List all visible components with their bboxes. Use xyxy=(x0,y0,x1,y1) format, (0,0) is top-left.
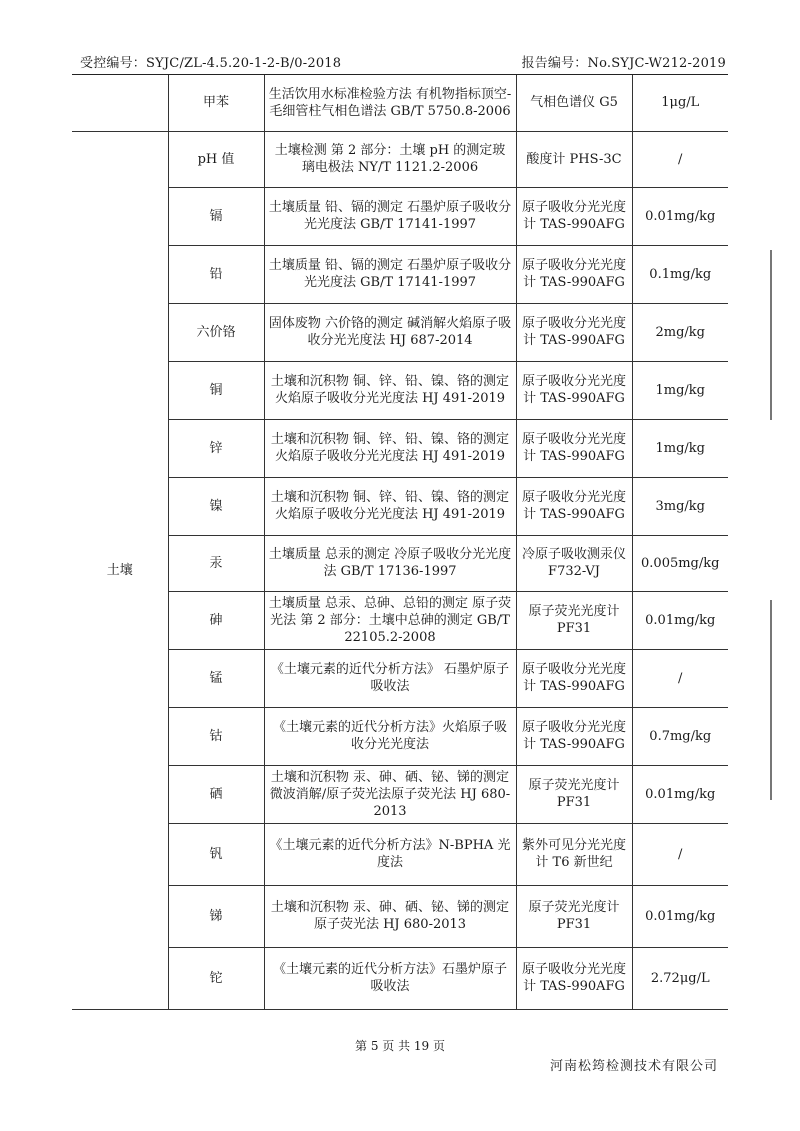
item-cell: 锑 xyxy=(168,885,264,947)
limit-cell: 3mg/kg xyxy=(632,477,728,535)
limit-cell: 0.005mg/kg xyxy=(632,535,728,591)
company-name: 河南松筠检测技术有限公司 xyxy=(549,1059,718,1074)
item-cell: 铅 xyxy=(168,245,264,303)
instrument-cell: 冷原子吸收测汞仪 F732-VJ xyxy=(516,535,632,591)
item-cell: 砷 xyxy=(168,591,264,649)
detection-method-table xyxy=(72,75,728,1010)
instrument-cell: 原子荧光光度计 PF31 xyxy=(516,885,632,947)
instrument-cell: 紫外可见分光光度计 T6 新世纪 xyxy=(516,823,632,885)
limit-cell: 0.01mg/kg xyxy=(632,765,728,823)
table-row xyxy=(72,707,728,765)
instrument-cell: 气相色谱仪 G5 xyxy=(516,75,632,131)
limit-cell: / xyxy=(632,131,728,187)
table-row xyxy=(72,591,728,649)
limit-cell: 0.01mg/kg xyxy=(632,591,728,649)
table-row xyxy=(72,245,728,303)
table-row xyxy=(72,303,728,361)
limit-cell: 1mg/kg xyxy=(632,361,728,419)
method-cell: 《土壤元素的近代分析方法》石墨炉原子吸收法 xyxy=(264,947,516,1009)
item-cell: 钒 xyxy=(168,823,264,885)
scan-edge-mark xyxy=(770,250,772,420)
instrument-cell: 原子吸收分光光度计 TAS-990AFG xyxy=(516,303,632,361)
scan-edge-mark xyxy=(770,600,772,800)
limit-cell: 0.7mg/kg xyxy=(632,707,728,765)
method-cell: 土壤质量 总汞、总砷、总铅的测定 原子荧光法 第 2 部分：土壤中总砷的测定 GB/T 22105.2-2008 xyxy=(264,591,516,649)
table-row xyxy=(72,649,728,707)
table-row xyxy=(72,885,728,947)
item-cell: 甲苯 xyxy=(168,75,264,131)
table-row xyxy=(72,131,728,187)
table-row xyxy=(72,361,728,419)
table-row xyxy=(72,947,728,1009)
page-number: 第 5 页 共 19 页 xyxy=(355,1039,445,1053)
limit-cell: / xyxy=(632,823,728,885)
item-cell: 钴 xyxy=(168,707,264,765)
instrument-cell: 原子吸收分光光度计 TAS-990AFG xyxy=(516,477,632,535)
instrument-cell: 原子吸收分光光度计 TAS-990AFG xyxy=(516,245,632,303)
method-cell: 土壤质量 铅、镉的测定 石墨炉原子吸收分光光度法 GB/T 17141-1997 xyxy=(264,187,516,245)
item-cell: 汞 xyxy=(168,535,264,591)
method-cell: 土壤和沉积物 汞、砷、硒、铋、锑的测定 原子荧光法 HJ 680-2013 xyxy=(264,885,516,947)
table-row xyxy=(72,535,728,591)
instrument-cell: 原子吸收分光光度计 TAS-990AFG xyxy=(516,361,632,419)
item-cell: 铜 xyxy=(168,361,264,419)
instrument-cell: 原子吸收分光光度计 TAS-990AFG xyxy=(516,419,632,477)
table-row xyxy=(72,419,728,477)
table-row xyxy=(72,477,728,535)
method-cell: 土壤和沉积物 铜、锌、铅、镍、铬的测定 火焰原子吸收分光光度法 HJ 491-2019 xyxy=(264,477,516,535)
instrument-cell: 原子吸收分光光度计 TAS-990AFG xyxy=(516,707,632,765)
method-cell: 土壤质量 总汞的测定 冷原子吸收分光光度法 GB/T 17136-1997 xyxy=(264,535,516,591)
item-cell: 锌 xyxy=(168,419,264,477)
limit-cell: / xyxy=(632,649,728,707)
report-number: 报告编号：No.SYJC-W212-2019 xyxy=(521,56,726,71)
limit-cell: 2.72μg/L xyxy=(632,947,728,1009)
method-cell: 土壤质量 铅、镉的测定 石墨炉原子吸收分光光度法 GB/T 17141-1997 xyxy=(264,245,516,303)
limit-cell: 1μg/L xyxy=(632,75,728,131)
limit-cell: 0.1mg/kg xyxy=(632,245,728,303)
instrument-cell: 原子吸收分光光度计 TAS-990AFG xyxy=(516,649,632,707)
item-cell: 锰 xyxy=(168,649,264,707)
method-cell: 土壤和沉积物 铜、锌、铅、镍、铬的测定 火焰原子吸收分光光度法 HJ 491-2019 xyxy=(264,419,516,477)
control-number: 受控编号：SYJC/ZL-4.5.20-1-2-B/0-2018 xyxy=(80,56,342,71)
instrument-cell: 原子吸收分光光度计 TAS-990AFG xyxy=(516,187,632,245)
method-cell: 固体废物 六价铬的测定 碱消解火焰原子吸收分光光度法 HJ 687-2014 xyxy=(264,303,516,361)
item-cell: pH 值 xyxy=(168,131,264,187)
instrument-cell: 酸度计 PHS-3C xyxy=(516,131,632,187)
item-cell: 六价铬 xyxy=(168,303,264,361)
method-cell: 土壤和沉积物 汞、砷、硒、铋、锑的测定 微波消解/原子荧光法原子荧光法 HJ 680-2013 xyxy=(264,765,516,823)
method-cell: 生活饮用水标准检验方法 有机物指标顶空-毛细管柱气相色谱法 GB/T 5750.8-2006 xyxy=(264,75,516,131)
category-cell: 土壤 xyxy=(72,131,168,1009)
instrument-cell: 原子荧光光度计 PF31 xyxy=(516,591,632,649)
method-cell: 《土壤元素的近代分析方法》火焰原子吸收分光光度法 xyxy=(264,707,516,765)
method-cell: 土壤检测 第 2 部分：土壤 pH 的测定玻璃电极法 NY/T 1121.2-2006 xyxy=(264,131,516,187)
method-cell: 土壤和沉积物 铜、锌、铅、镍、铬的测定 火焰原子吸收分光光度法 HJ 491-2019 xyxy=(264,361,516,419)
category-cell xyxy=(72,75,168,131)
limit-cell: 0.01mg/kg xyxy=(632,885,728,947)
item-cell: 硒 xyxy=(168,765,264,823)
method-cell: 《土壤元素的近代分析方法》 石墨炉原子吸收法 xyxy=(264,649,516,707)
table-row xyxy=(72,187,728,245)
instrument-cell: 原子吸收分光光度计 TAS-990AFG xyxy=(516,947,632,1009)
limit-cell: 2mg/kg xyxy=(632,303,728,361)
table-row xyxy=(72,823,728,885)
item-cell: 铊 xyxy=(168,947,264,1009)
table-row xyxy=(72,765,728,823)
item-cell: 镍 xyxy=(168,477,264,535)
instrument-cell: 原子荧光光度计 PF31 xyxy=(516,765,632,823)
item-cell: 镉 xyxy=(168,187,264,245)
limit-cell: 1mg/kg xyxy=(632,419,728,477)
method-cell: 《土壤元素的近代分析方法》N-BPHA 光度法 xyxy=(264,823,516,885)
table-row xyxy=(72,75,728,131)
limit-cell: 0.01mg/kg xyxy=(632,187,728,245)
